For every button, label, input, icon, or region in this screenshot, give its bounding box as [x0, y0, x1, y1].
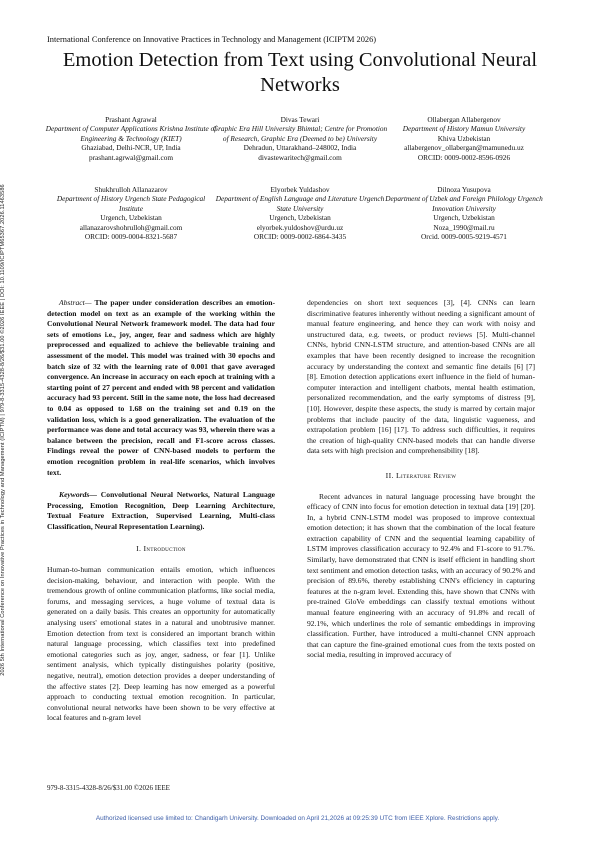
author-name: Dilnoza Yusupova	[437, 185, 491, 194]
keywords-text: Convolutional Neural Networks, Natural Language Processing, Emotion Recognition, Deep Learning Architecture, Textual Feature Extraction, Supervised Learning, Multi-class Classification, Neural Representation Learning).	[47, 490, 275, 531]
right-column	[307, 298, 535, 661]
author-orcid: ORCID: 0009-0002-8596-0926	[417, 152, 511, 162]
doi-sidebar	[0, 184, 17, 676]
author-place: Urgench, Uzbekistan	[433, 213, 495, 223]
author-orcid: ORCID: 0009-0004-8321-5687	[84, 232, 178, 242]
author-orcid: Orcid. 0009-0005-9219-4571	[421, 232, 507, 242]
author-place: Urgench, Uzbekistan	[269, 213, 331, 223]
section-heading-introduction: I. Introduction	[136, 544, 186, 554]
license-footer: Authorized licensed use limited to: Chandigarh University. Downloaded on April 21,2026 at 09:25:39 UTC from IEEE Xplore. Restrictions apply.	[95, 815, 500, 822]
author-affiliation: Department of English Language and Literature Urgench State University	[215, 194, 385, 213]
paper-title: Emotion Detection from Text using Convolutional Neural Networks	[62, 49, 538, 96]
abstract-lead: Abstract—	[59, 298, 92, 307]
doi-sidebar-text: 2026 5th International Conference on Innovative Practices in Technology and Management (ICIPTM) | 979-8-3315-4328-8/26/$31.00 ©2026 IEEE | DOI: 10.1109/ICIPTM65367.2026.11463586	[0, 184, 6, 676]
author-email: prashant.agrwal@gmail.com	[88, 152, 174, 162]
keywords-lead: Keywords—	[59, 490, 97, 500]
conference-header: International Conference on Innovative Practices in Technology and Management (ICIPTM 2026)	[47, 35, 377, 44]
section-heading-literature-review: II. Literature Review	[385, 470, 457, 480]
author-name: Elyorbek Yuldashov	[270, 185, 330, 194]
copyright-notice: 979-8-3315-4328-8/26/$31.00 ©2026 IEEE	[47, 784, 170, 792]
author-name: Divas Tewari	[280, 115, 320, 124]
left-column	[47, 298, 275, 724]
author-block	[45, 115, 217, 162]
author-name: Shukhrulloh Allanazarov	[94, 185, 168, 194]
author-place: Khiva Uzbekistan	[437, 133, 491, 143]
author-name: Ollabergan Allabergenov	[427, 115, 501, 124]
author-email: divastewaritech@gmail.com	[258, 152, 342, 162]
keywords	[47, 490, 275, 532]
author-block	[211, 115, 389, 162]
author-block	[45, 185, 217, 241]
literature-paragraph: Recent advances in natural language processing have brought the efficacy of CNN into focus for emotion detection in textual data [19] [20]. In, a hybrid CNN-LSTM model was proposed to improve contextual emotion detection; it has shown that the combination of the local feature extraction capability of CNN and the sequential learning capability of LSTM improves classification accuracy to 92.4% and F1-score to 91.7%. Similarly, have demonstrated that CNN is itself efficient in handling short text sentiment and emotion detection tasks, with an accuracy of 90.2% and precision of 89.6%, thereby establishing CNN's efficiency in capturing features at the n-gram level. Extending this, have shown that CNNs with pre-trained GloVe embeddings can classify textual emotions without manual feature engineering with an accuracy of 91.8% and recall of 92.1%, which underlines the role of semantic embeddings in improving classification. Further, have introduced a multi-channel CNN approach that can capture the fine-grained emotional cues from the texts posted on social media, resulting in improved accuracy of	[307, 491, 535, 660]
author-name: Prashant Agrawal	[105, 115, 157, 124]
author-orcid: ORCID: 0009-0002-6864-3435	[253, 232, 347, 242]
author-email: elyorbek.yuldoshov@urdu.uz	[256, 222, 344, 232]
author-block	[211, 185, 389, 241]
author-place: Ghaziabad, Delhi-NCR, UP, India	[81, 143, 181, 153]
author-affiliation: Department of History Urgench State Pedagogical Institute	[56, 194, 206, 213]
author-affiliation: Department of Computer Applications Krishna Institute of Engineering & Technology (KIET)	[45, 124, 217, 143]
introduction-paragraph: Human-to-human communication entails emotion, which influences decision-making, behaviour, and interaction with people. With the tremendous growth of online communication platforms, like social media, forums, and messaging services, a huge volume of textual data is generated on a daily basis. This creates an opportunity for automatically analysing users' emotional states in a natural and unobtrusive manner. Emotion detection from text is considered an important branch within natural language processing, which classifies text into predefined emotional categories such as joy, anger, sadness, or fear [1]. Unlike sentiment analysis, which typically distinguishes polarity (positive, negative, neutral), emotion detection provides a deeper understanding of the affective states [2]. Deep learning has now emerged as a powerful approach to conducting textual emotion recognition. In particular, convolutional neural networks have been shown to be very effective at local features and n-gram level	[47, 565, 275, 723]
author-place: Urgench, Uzbekistan	[100, 213, 162, 223]
author-place: Dehradun, Uttarakhand–248002, India	[243, 143, 357, 153]
abstract-text: The paper under consideration describes an emotion-detection model on text as an example of the working within the Convolutional Neural Network framework model. The data had four sets of emotions i.e., joy, anger, fear and sadness which are highly preprocessed and equalized to achieve the believable training and assessment of the model. This model was trained with 30 epochs and batch size of 32 with the learning rate of 0.001 that gave averaged convergence. An increase in accuracy on each epoch at training with a starting point of 27 percent and ended with 98 percent and validation accuracy had 93 percent. Still in the same note, the loss had decreased to 0.04 as opposed to 1.68 on the training set and 0.19 on the validation loss, which is a good generalization. The evaluation of the performance was done and total accuracy was 93, wherein there was a balance between the precision, recall and F1-score across classes. Findings reveal the power of CNN-based models to perform the emotion recognition problem in real-life scenarios, which involves text.	[47, 298, 275, 477]
author-email: Noza_1990@mail.ru	[433, 222, 495, 232]
author-block	[378, 185, 550, 241]
author-affiliation: Graphic Era Hill University Bhimtal; Centre for Promotion of Research, Graphic Era (Deemed to be) University	[212, 124, 388, 143]
author-affiliation: Department of History Mamun University	[402, 124, 526, 134]
author-affiliation: Department of Uzbek and Foreign Philology Urgench Innovation University	[385, 194, 543, 213]
author-block	[378, 115, 550, 162]
author-email: allanazarovshohrulloh@gmail.com	[79, 222, 183, 232]
body-paragraph: dependencies on short text sequences [3], [4]. CNNs can learn discriminative features inherently without needing a significant amount of manual feature engineering, and hence they can work with noisy and unstructured data, e.g. tweets, or product reviews [5]. Multi-channel CNNs, hybrid CNN-LSTM structure, and attention-based CNNs are all examples that have been recently designed to increase the recognition accuracy by understanding the context and semantic fine details [6] [7] [8]. Emotion detection applications exert influence in the field of human-computer interaction and intelligent chatbots, mental health estimation, personalized recommendation, and the early symptoms of distress [9], [10]. However, despite these aspects, the study is marred by certain major problems that include paucity of the data, linguistic vagueness, and extrapolation problem [16] [17]. To address such difficulties, it requires the creation of high-quality CNN-based models that can handle diverse data sets with high precision and comprehensibility [18].	[307, 298, 535, 456]
author-email: allabergenov_ollabergan@mamunedu.uz	[404, 143, 524, 153]
abstract	[47, 298, 275, 478]
